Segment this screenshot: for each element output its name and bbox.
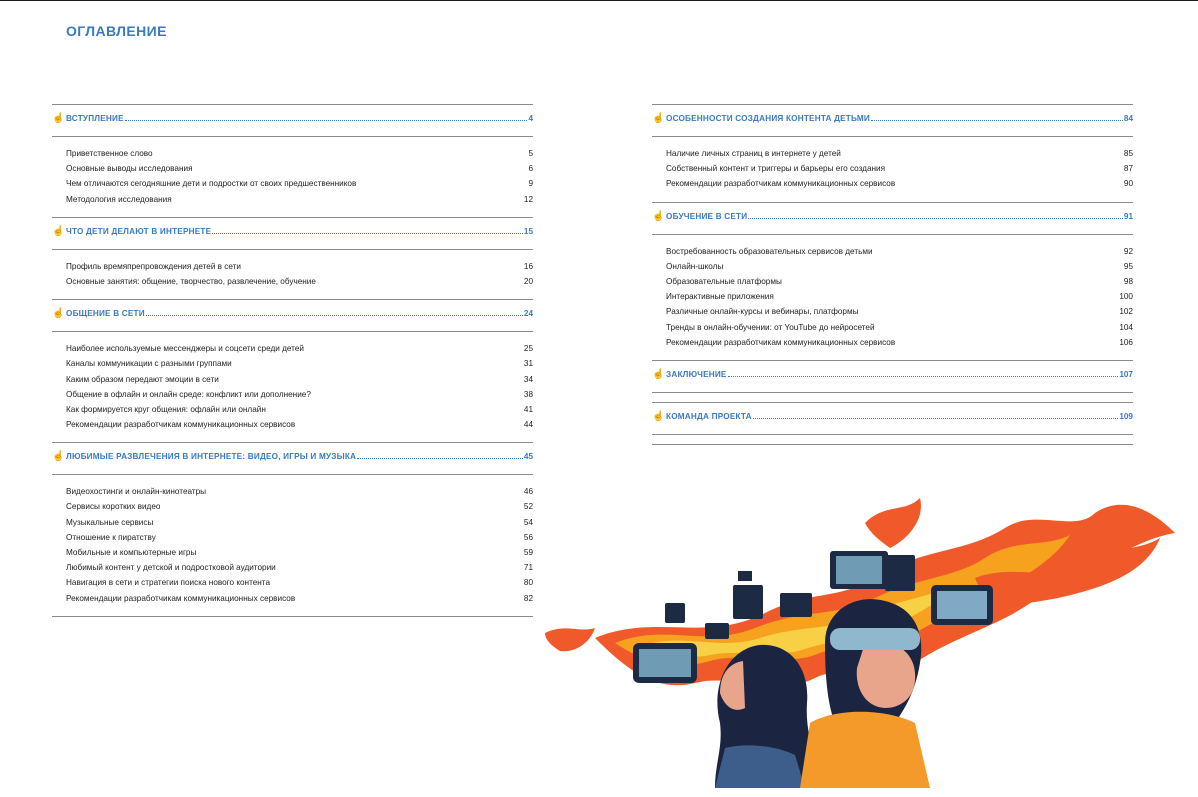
toc-item-page: 46 <box>523 487 533 497</box>
dot-leader <box>357 457 523 459</box>
section-title: ЛЮБИМЫЕ РАЗВЛЕЧЕНИЯ В ИНТЕРНЕТЕ: ВИДЕО, ИГРЫ И МУЗЫКА <box>66 452 357 462</box>
dot-leader <box>146 314 523 316</box>
toc-item-page: 56 <box>523 532 533 542</box>
toc-item-page: 59 <box>523 548 533 557</box>
toc-item[interactable] <box>66 545 533 560</box>
toc-item-label: Навигация в сети и стратегии поиска нового контента <box>66 578 271 588</box>
toc-item[interactable] <box>66 356 533 371</box>
pointing-hand-icon: ☝ <box>52 113 65 124</box>
toc-section-heading[interactable] <box>652 211 1133 235</box>
pointing-hand-icon: ☝ <box>52 451 65 463</box>
section-title: ЧТО ДЕТИ ДЕЛАЮТ В ИНТЕРНЕТЕ <box>66 226 212 236</box>
toc-section-heading[interactable] <box>652 113 1133 137</box>
toc-item-page: 34 <box>523 374 533 384</box>
section-page-number: 107 <box>1119 369 1133 379</box>
toc-item[interactable] <box>666 146 1133 161</box>
toc-item-label: Основные занятия: общение, творчество, развлечение, обучение <box>66 276 316 286</box>
dot-leader <box>753 417 1119 419</box>
toc-item-label: Отношение к пиратству <box>66 532 156 542</box>
toc-item-page: 38 <box>523 389 533 399</box>
toc-item-page: 31 <box>523 359 533 369</box>
toc-item[interactable] <box>66 515 533 530</box>
pointing-hand-icon: ☝ <box>652 368 665 380</box>
pointing-hand-icon: ☝ <box>52 225 65 237</box>
section-page-number: 24 <box>523 309 533 319</box>
toc-item[interactable] <box>666 289 1133 304</box>
toc-item-page: 5 <box>528 149 533 158</box>
toc-item[interactable] <box>66 192 533 207</box>
toc-item-page: 82 <box>523 593 533 603</box>
toc-section <box>52 217 533 299</box>
toc-item-label: Различные онлайн-курсы и вебинары, платформы <box>666 307 859 317</box>
toc-column-left <box>52 104 533 617</box>
toc-item[interactable] <box>66 259 533 274</box>
toc-item[interactable] <box>666 274 1133 289</box>
toc-end-rule <box>52 616 533 617</box>
toc-item-list <box>52 332 533 442</box>
toc-item-label: Мобильные и компьютерные игры <box>66 548 197 557</box>
toc-item-label: Рекомендации разработчикам коммуникационных сервисов <box>666 337 896 347</box>
toc-section <box>652 104 1133 202</box>
toc-item[interactable] <box>66 274 533 289</box>
section-title: ОБЩЕНИЕ В СЕТИ <box>66 309 145 319</box>
toc-item-label: Каналы коммуникации с разными группами <box>66 359 232 369</box>
toc-column-right <box>652 104 1133 445</box>
toc-section-heading[interactable] <box>652 369 1133 393</box>
toc-item-label: Рекомендации разработчикам коммуникационных сервисов <box>66 593 296 603</box>
toc-item-label: Интерактивные приложения <box>666 292 774 302</box>
toc-section <box>52 104 533 217</box>
section-title: ВСТУПЛЕНИЕ <box>66 114 124 123</box>
toc-item-label: Рекомендации разработчикам коммуникационных сервисов <box>66 420 296 430</box>
toc-item-label: Рекомендации разработчикам коммуникационных сервисов <box>666 179 896 189</box>
section-title: КОМАНДА ПРОЕКТА <box>666 411 752 421</box>
toc-item-label: Методология исследования <box>66 194 172 204</box>
toc-section-heading[interactable] <box>52 113 533 137</box>
section-page-number: 109 <box>1119 411 1133 421</box>
section-title: ОБУЧЕНИЕ В СЕТИ <box>666 211 748 221</box>
toc-item-label: Приветственное слово <box>66 149 153 158</box>
toc-item-label: Наличие личных страниц в интернете у детей <box>666 149 841 158</box>
toc-item-list <box>652 235 1133 360</box>
toc-item[interactable] <box>666 244 1133 259</box>
toc-item-page: 71 <box>523 563 533 573</box>
toc-section <box>652 202 1133 360</box>
toc-item-page: 20 <box>523 276 533 286</box>
toc-item[interactable] <box>66 372 533 387</box>
pointing-hand-icon: ☝ <box>52 308 65 320</box>
toc-item[interactable] <box>666 335 1133 350</box>
toc-item-list <box>652 137 1133 202</box>
dot-leader <box>748 217 1123 219</box>
section-page-number: 91 <box>1123 211 1133 221</box>
toc-item-page: 54 <box>523 517 533 527</box>
toc-item[interactable] <box>66 560 533 575</box>
toc-item-page: 92 <box>1123 246 1133 256</box>
toc-item-label: Чем отличаются сегодняшние дети и подростки от своих предшественников <box>66 179 357 189</box>
toc-item-page: 104 <box>1119 322 1133 332</box>
pointing-hand-icon: ☝ <box>652 410 665 422</box>
toc-item-label: Тренды в онлайн-обучении: от YouTube до нейросетей <box>666 322 875 332</box>
toc-item-page: 44 <box>523 420 533 430</box>
toc-item-page: 6 <box>528 164 533 174</box>
toc-item-label: Любимый контент у детской и подростковой аудитории <box>66 563 276 573</box>
toc-item-label: Основные выводы исследования <box>66 164 193 174</box>
toc-item-page: 95 <box>1123 261 1133 271</box>
toc-item-page: 25 <box>523 344 533 354</box>
toc-item-page: 41 <box>523 404 533 414</box>
toc-section <box>52 442 533 616</box>
section-page-number: 4 <box>528 114 533 123</box>
toc-item-page: 98 <box>1123 276 1133 286</box>
toc-item[interactable] <box>666 161 1133 176</box>
dot-leader <box>728 375 1119 377</box>
toc-item[interactable] <box>66 161 533 176</box>
toc-item-label: Профиль времяпрепровождения детей в сети <box>66 261 241 271</box>
top-border-line <box>0 0 1198 1</box>
toc-item-page: 102 <box>1119 307 1133 317</box>
page-title: ОГЛАВЛЕНИЕ <box>66 23 167 39</box>
toc-item-label: Собственный контент и триггеры и барьеры его создания <box>666 164 886 174</box>
toc-item-list <box>52 475 533 616</box>
toc-item-label: Востребованность образовательных сервисов детьми <box>666 246 873 256</box>
toc-item[interactable] <box>66 387 533 402</box>
toc-item[interactable] <box>666 320 1133 335</box>
dot-leader <box>212 232 523 234</box>
toc-item[interactable] <box>66 499 533 514</box>
toc-item[interactable] <box>66 146 533 161</box>
toc-item-page: 87 <box>1123 164 1133 174</box>
toc-item-page: 9 <box>528 179 533 189</box>
toc-item-page: 52 <box>523 502 533 512</box>
toc-item-label: Онлайн-школы <box>666 261 724 271</box>
toc-item[interactable] <box>66 530 533 545</box>
toc-item[interactable] <box>666 176 1133 191</box>
toc-item[interactable] <box>66 417 533 432</box>
dot-leader <box>871 119 1123 121</box>
toc-section-heading[interactable] <box>652 411 1133 435</box>
toc-item-label: Каким образом передают эмоции в сети <box>66 374 219 384</box>
toc-item-page: 85 <box>1123 149 1133 158</box>
toc-section-heading[interactable] <box>52 308 533 332</box>
toc-item-label: Наиболее используемые мессенджеры и соцсети среди детей <box>66 344 304 354</box>
toc-item-label: Сервисы коротких видео <box>66 502 161 512</box>
toc-item-label: Образовательные платформы <box>666 276 782 286</box>
toc-item-list <box>52 250 533 299</box>
section-title: ОСОБЕННОСТИ СОЗДАНИЯ КОНТЕНТА ДЕТЬМИ <box>666 114 870 123</box>
toc-item[interactable] <box>666 304 1133 319</box>
children-illustration <box>535 493 1175 788</box>
pointing-hand-icon: ☝ <box>652 113 665 124</box>
toc-item-label: Как формируется круг общения: офлайн или онлайн <box>66 404 266 414</box>
toc-item[interactable] <box>66 484 533 499</box>
toc-item-page: 90 <box>1123 179 1133 189</box>
toc-item[interactable] <box>66 176 533 191</box>
toc-section <box>52 299 533 442</box>
section-page-number: 84 <box>1123 114 1133 123</box>
section-title: ЗАКЛЮЧЕНИЕ <box>666 369 727 379</box>
toc-item[interactable] <box>66 402 533 417</box>
toc-section <box>652 402 1133 435</box>
section-page-number: 45 <box>523 452 533 462</box>
toc-item[interactable] <box>66 341 533 356</box>
toc-item[interactable] <box>66 591 533 606</box>
dot-leader <box>125 119 528 121</box>
toc-section-heading[interactable] <box>52 451 533 475</box>
toc-item-page: 100 <box>1119 292 1133 302</box>
toc-item-page: 106 <box>1119 337 1133 347</box>
pointing-hand-icon: ☝ <box>652 210 665 222</box>
toc-item-label: Общение в офлайн и онлайн среде: конфликт или дополнение? <box>66 389 311 399</box>
toc-item-page: 80 <box>523 578 533 588</box>
toc-item-label: Музыкальные сервисы <box>66 517 154 527</box>
toc-item-label: Видеохостинги и онлайн-кинотеатры <box>66 487 207 497</box>
toc-item-list <box>52 137 533 217</box>
toc-item[interactable] <box>66 575 533 590</box>
toc-item[interactable] <box>666 259 1133 274</box>
toc-end-rule <box>652 444 1133 445</box>
toc-section-heading[interactable] <box>52 226 533 250</box>
toc-item-page: 16 <box>523 261 533 271</box>
toc-item-page: 12 <box>523 194 533 204</box>
toc-section <box>652 360 1133 393</box>
section-page-number: 15 <box>523 226 533 236</box>
